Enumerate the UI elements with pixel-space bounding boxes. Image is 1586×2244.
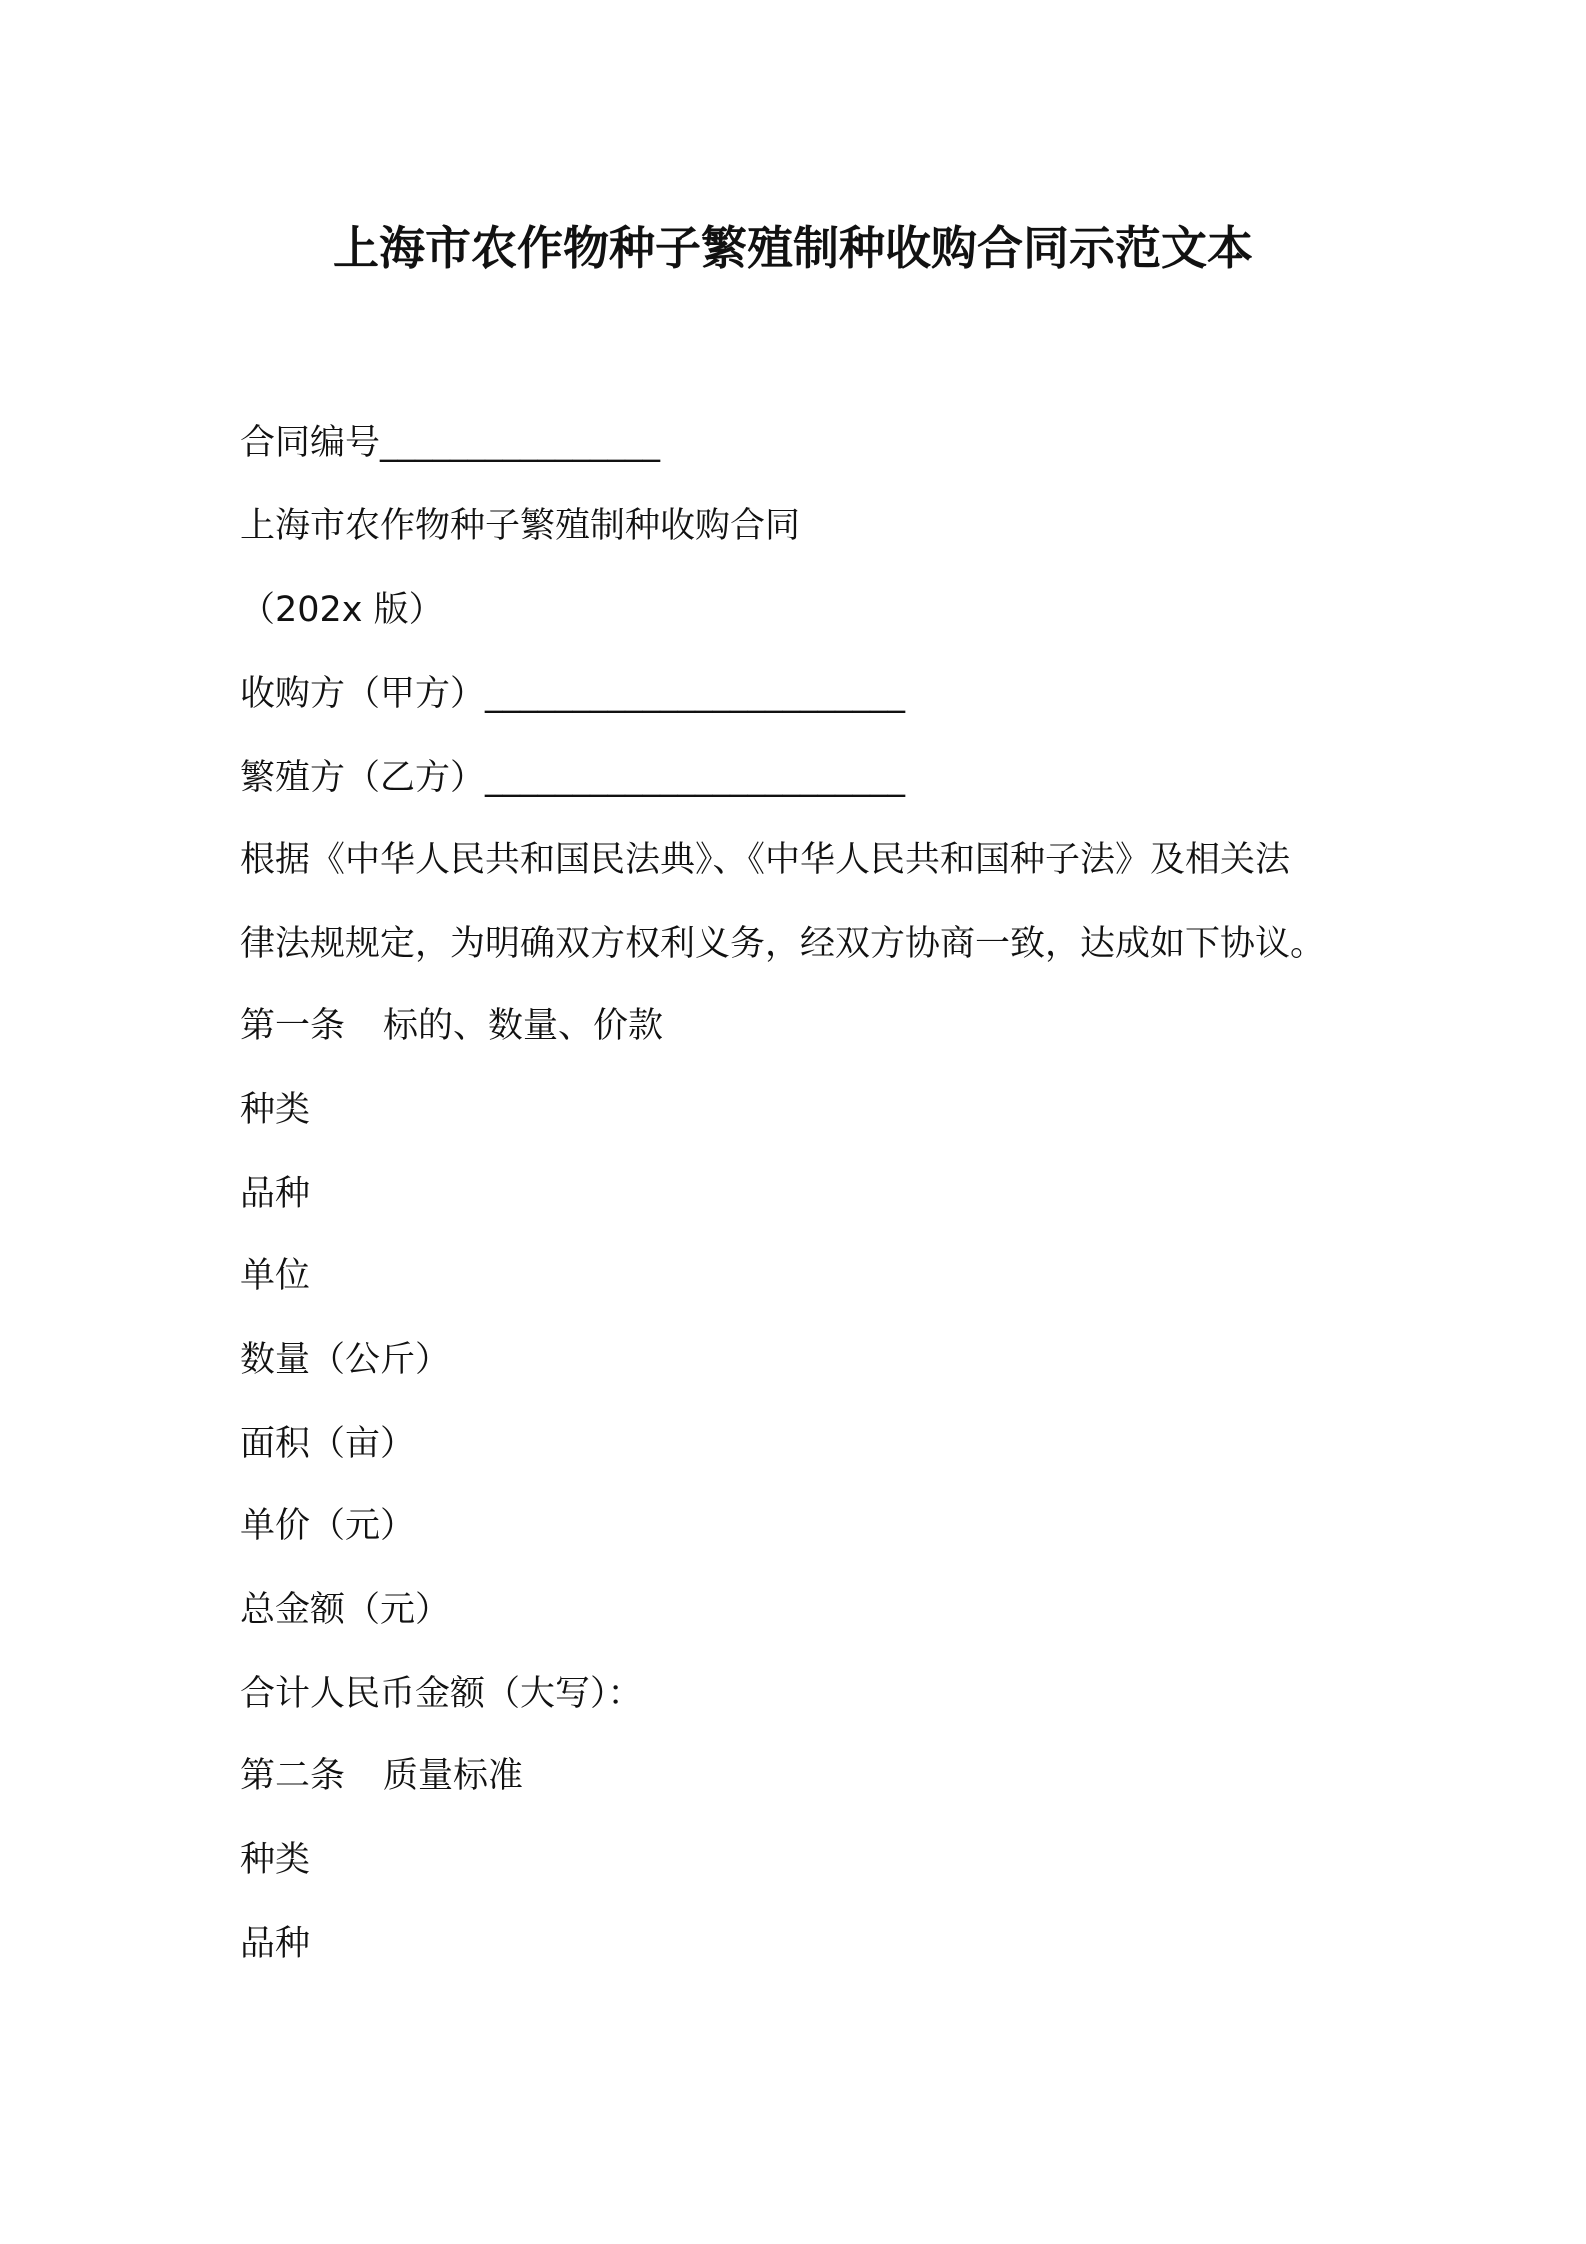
a1-item-area: 面积（亩） <box>240 1424 416 1464</box>
party-a-field: 收购方（甲方）________________________ <box>240 674 906 714</box>
a1-item-unit-price: 单价（元） <box>240 1506 416 1546</box>
party-b-field: 繁殖方（乙方）________________________ <box>240 758 906 798</box>
article-2-number: 第二条 <box>240 1756 346 1796</box>
contract-number-field: 合同编号________________ <box>240 423 661 463</box>
article-2-title: 质量标准 <box>383 1756 524 1796</box>
a1-item-variety: 品种 <box>240 1174 311 1214</box>
a1-item-total-rmb: 合计人民币金额（大写）： <box>240 1674 643 1714</box>
article-1-number: 第一条 <box>240 1006 346 1046</box>
article-1-title: 标的、数量、价款 <box>383 1006 664 1046</box>
a1-item-total-amount: 总金额（元） <box>240 1590 451 1630</box>
preamble-line-2: 律法规规定，为明确双方权利义务，经双方协商一致，达成如下协议。 <box>240 924 1326 964</box>
a1-item-quantity: 数量（公斤） <box>240 1340 451 1380</box>
document-title: 上海市农作物种子繁殖制种收购合同示范文本 <box>333 221 1253 275</box>
article-1-heading <box>240 998 663 1054</box>
contract-subtitle: 上海市农作物种子繁殖制种收购合同 <box>240 506 801 546</box>
preamble-line-1: 根据《中华人民共和国民法典》、《中华人民共和国种子法》及相关法 <box>240 840 1291 880</box>
a2-item-category: 种类 <box>240 1840 311 1880</box>
a1-item-category: 种类 <box>240 1090 311 1130</box>
a2-item-variety: 品种 <box>240 1924 311 1964</box>
a1-item-unit: 单位 <box>240 1256 311 1296</box>
contract-version: （202x 版） <box>240 590 444 630</box>
article-2-heading <box>240 1748 523 1804</box>
